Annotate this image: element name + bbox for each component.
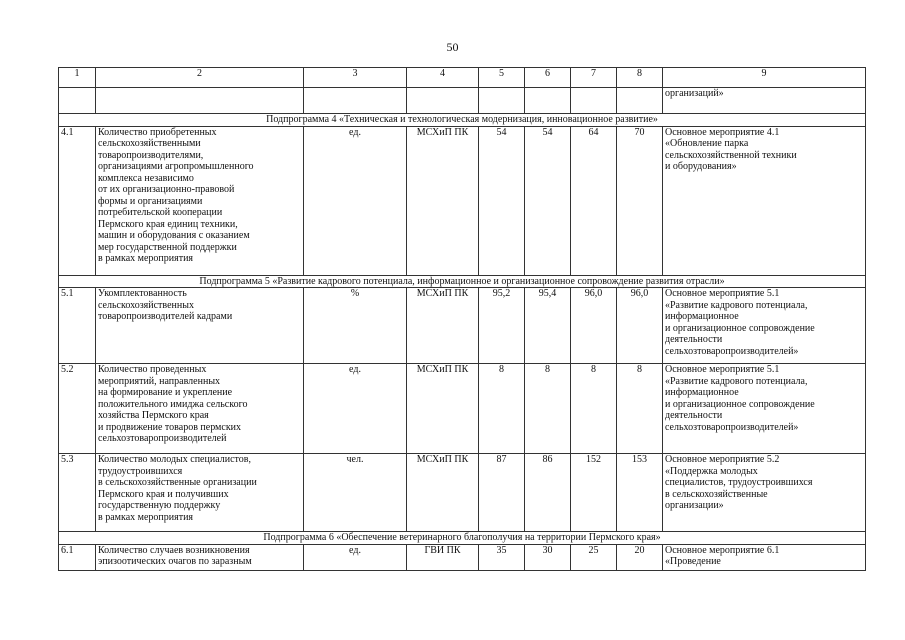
value-col5: 87 (479, 454, 525, 532)
unit: чел. (304, 454, 407, 532)
indicator-name: Количество проведенных мероприятий, направленных на формирование и укрепление положительного имиджа сельского хозяйства Пермского края и продвижение товаров пермских сельхозтоваропроизводителей (96, 364, 304, 454)
col-header-2: 2 (96, 68, 304, 88)
indicator-name: Количество случаев возникновения эпизоотических очагов по заразным (96, 544, 304, 570)
subprogram-row (59, 275, 866, 288)
col-header-5: 5 (479, 68, 525, 88)
value-col7: 64 (571, 126, 617, 275)
subprogram-title: Подпрограмма 5 «Развитие кадрового потенциала, информационное и организационное сопровождение развития отрасли» (59, 275, 866, 288)
unit: ед. (304, 364, 407, 454)
responsible-org: МСХиП ПК (407, 288, 479, 364)
row-number: 5.2 (59, 364, 96, 454)
value-col7: 96,0 (571, 288, 617, 364)
row-number: 6.1 (59, 544, 96, 570)
table-row (59, 288, 866, 364)
value-col6: 8 (525, 364, 571, 454)
continuation-row (59, 88, 866, 114)
col-header-1: 1 (59, 68, 96, 88)
unit: ед. (304, 126, 407, 275)
row-number: 5.3 (59, 454, 96, 532)
value-col7: 152 (571, 454, 617, 532)
col-header-9: 9 (663, 68, 866, 88)
main-event: Основное мероприятие 5.1 «Развитие кадрового потенциала, информационное и организационное сопровождение деятельности сельхозтоваропроизводителей» (663, 288, 866, 364)
value-col6: 95,4 (525, 288, 571, 364)
row-number: 5.1 (59, 288, 96, 364)
main-event: Основное мероприятие 5.1 «Развитие кадрового потенциала, информационное и организационное сопровождение деятельности сельхозтоваропроизводителей» (663, 364, 866, 454)
continuation-text: организаций» (663, 88, 866, 114)
value-col8: 70 (617, 126, 663, 275)
responsible-org: ГВИ ПК (407, 544, 479, 570)
subprogram-title: Подпрограмма 4 «Техническая и технологическая модернизация, инновационное развитие» (59, 114, 866, 127)
col-header-7: 7 (571, 68, 617, 88)
value-col8: 20 (617, 544, 663, 570)
col-header-3: 3 (304, 68, 407, 88)
main-event: Основное мероприятие 5.2 «Поддержка молодых специалистов, трудоустроившихся в сельскохозяйственные организации» (663, 454, 866, 532)
col-header-4: 4 (407, 68, 479, 88)
indicators-table (58, 67, 866, 571)
value-col5: 54 (479, 126, 525, 275)
value-col8: 96,0 (617, 288, 663, 364)
subprogram-title: Подпрограмма 6 «Обеспечение ветеринарного благополучия на территории Пермского края» (59, 532, 866, 545)
unit: % (304, 288, 407, 364)
value-col8: 153 (617, 454, 663, 532)
responsible-org: МСХиП ПК (407, 364, 479, 454)
value-col8: 8 (617, 364, 663, 454)
indicator-name: Количество молодых специалистов, трудоустроившихся в сельскохозяйственные организации Пермского края и получивших государственную поддержку в рамках мероприятия (96, 454, 304, 532)
indicator-name: Количество приобретенных сельскохозяйственными товаропроизводителями, организациями агропромышленного комплекса независимо от их организационно-правовой формы и организациями потребительской кооперации Пермского края единиц техники, машин и оборудования с оказанием мер государственной поддержки в рамках мероприятия (96, 126, 304, 275)
value-col6: 54 (525, 126, 571, 275)
value-col5: 95,2 (479, 288, 525, 364)
value-col7: 8 (571, 364, 617, 454)
value-col6: 30 (525, 544, 571, 570)
col-header-8: 8 (617, 68, 663, 88)
value-col5: 8 (479, 364, 525, 454)
row-number: 4.1 (59, 126, 96, 275)
column-number-row (59, 68, 866, 88)
responsible-org: МСХиП ПК (407, 126, 479, 275)
indicator-name: Укомплектованность сельскохозяйственных товаропроизводителей кадрами (96, 288, 304, 364)
value-col5: 35 (479, 544, 525, 570)
main-event: Основное мероприятие 6.1 «Проведение (663, 544, 866, 570)
table-row (59, 544, 866, 570)
table-row (59, 364, 866, 454)
table-row (59, 126, 866, 275)
value-col6: 86 (525, 454, 571, 532)
value-col7: 25 (571, 544, 617, 570)
col-header-6: 6 (525, 68, 571, 88)
table-row (59, 454, 866, 532)
subprogram-row (59, 114, 866, 127)
page-number: 50 (446, 40, 459, 54)
responsible-org: МСХиП ПК (407, 454, 479, 532)
unit: ед. (304, 544, 407, 570)
subprogram-row (59, 532, 866, 545)
main-event: Основное мероприятие 4.1 «Обновление парка сельскохозяйственной техники и оборудования» (663, 126, 866, 275)
